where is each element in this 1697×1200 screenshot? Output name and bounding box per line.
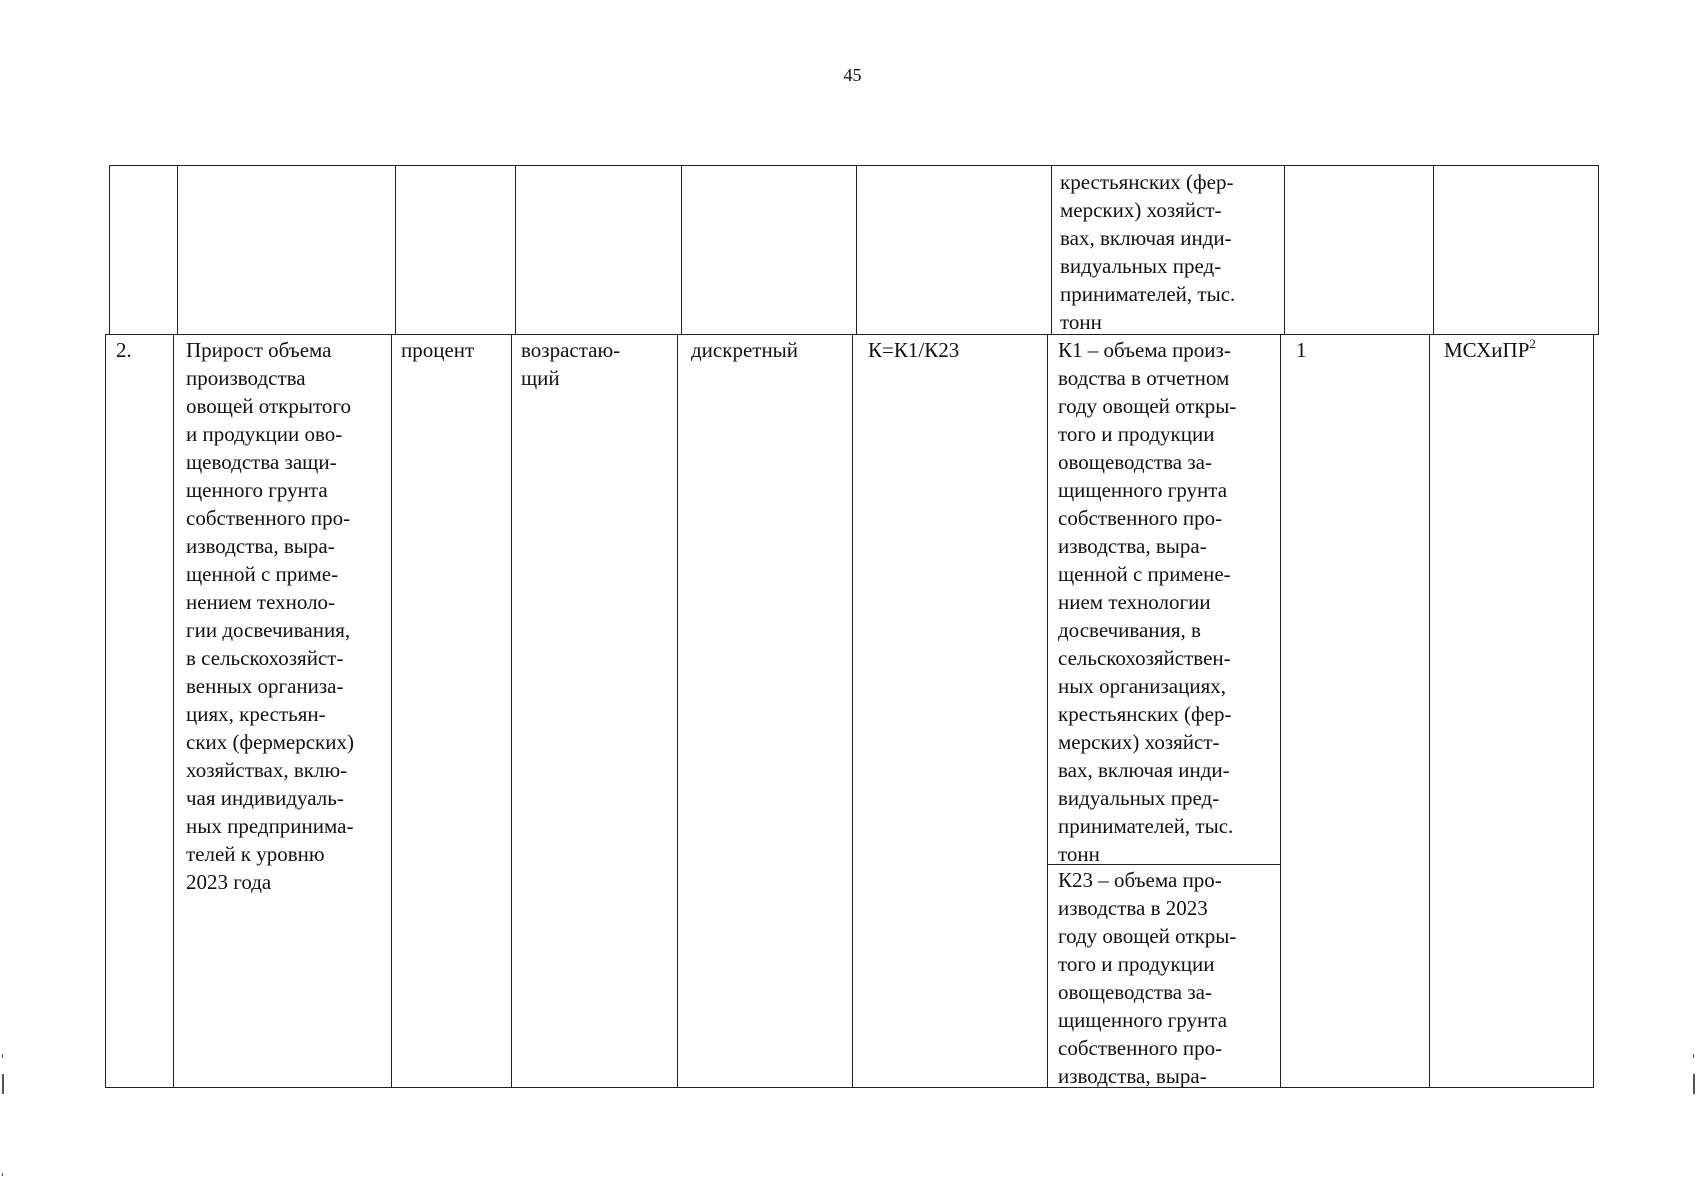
collection-method-cell: 1 [1296, 338, 1307, 362]
scan-mark [1693, 1054, 1694, 1058]
column-divider [1047, 334, 1048, 1088]
unit-cell: процент [401, 338, 475, 362]
column-divider [1284, 165, 1285, 335]
column-divider [856, 165, 857, 335]
column-divider [1051, 165, 1052, 335]
dynamics-cell: возрастаю- щий [521, 338, 621, 390]
component-k1-cell: К1 – объема произ- водства в отчетном году овощей откры- того и продукции овощеводства за- щищенного грунта собственного про- изводства, выра- щенной с примене- нием технологии досвечивания, в сельскохозяйствен- ных организациях, крестьянских (фер- мерских) хозяйст- вах, включая инди- видуальных пред- принимателей, тыс. тонн [1058, 338, 1237, 866]
footnote-marker: 2 [1529, 336, 1536, 351]
scan-mark [2, 1173, 3, 1176]
continuation-row [109, 165, 1599, 335]
column-divider [677, 334, 678, 1088]
column-divider [1280, 334, 1281, 1088]
column-divider [515, 165, 516, 335]
scan-mark [1693, 1074, 1695, 1094]
page-number: 45 [843, 65, 862, 85]
column-divider [852, 334, 853, 1088]
scan-mark [2, 1074, 4, 1094]
component-divider [1047, 864, 1280, 865]
calculation-component-cell: крестьянских (фер- мерских) хозяйст- вах, включая инди- видуальных пред- принимателей, тыс. тонн [1060, 170, 1236, 334]
column-divider [511, 334, 512, 1088]
responsible-text: МСХиПР [1444, 338, 1530, 362]
indicator-type-cell: дискретный [691, 338, 799, 362]
formula-cell: К=К1/К23 [868, 338, 960, 362]
column-divider [681, 165, 682, 335]
row-number-cell: 2. [116, 338, 132, 362]
component-k23-cell: К23 – объема про- изводства в 2023 году овощей откры- того и продукции овощеводства за- щищенного грунта собственного про- изводства, выра- [1058, 868, 1237, 1088]
table-row-2 [105, 334, 1594, 1088]
column-divider [391, 334, 392, 1088]
indicator-name-cell: Прирост объема производства овощей открытого и продукции ово- щеводства защи- щенного грунта собственного про- изводства, выра- щенной с приме- нением техноло- гии досвечивания, в сельскохозяйст- венных организа- циях, крестьян- ских (фермерских) хозяйствах, вклю- чая индивидуаль- ных предпринима- телей к уровню 2023 года [186, 338, 354, 894]
column-divider [1433, 165, 1434, 335]
column-divider [173, 334, 174, 1088]
column-divider [395, 165, 396, 335]
column-divider [1429, 334, 1430, 1088]
column-divider [177, 165, 178, 335]
responsible-cell [1444, 336, 1592, 364]
scan-mark [2, 1054, 3, 1058]
